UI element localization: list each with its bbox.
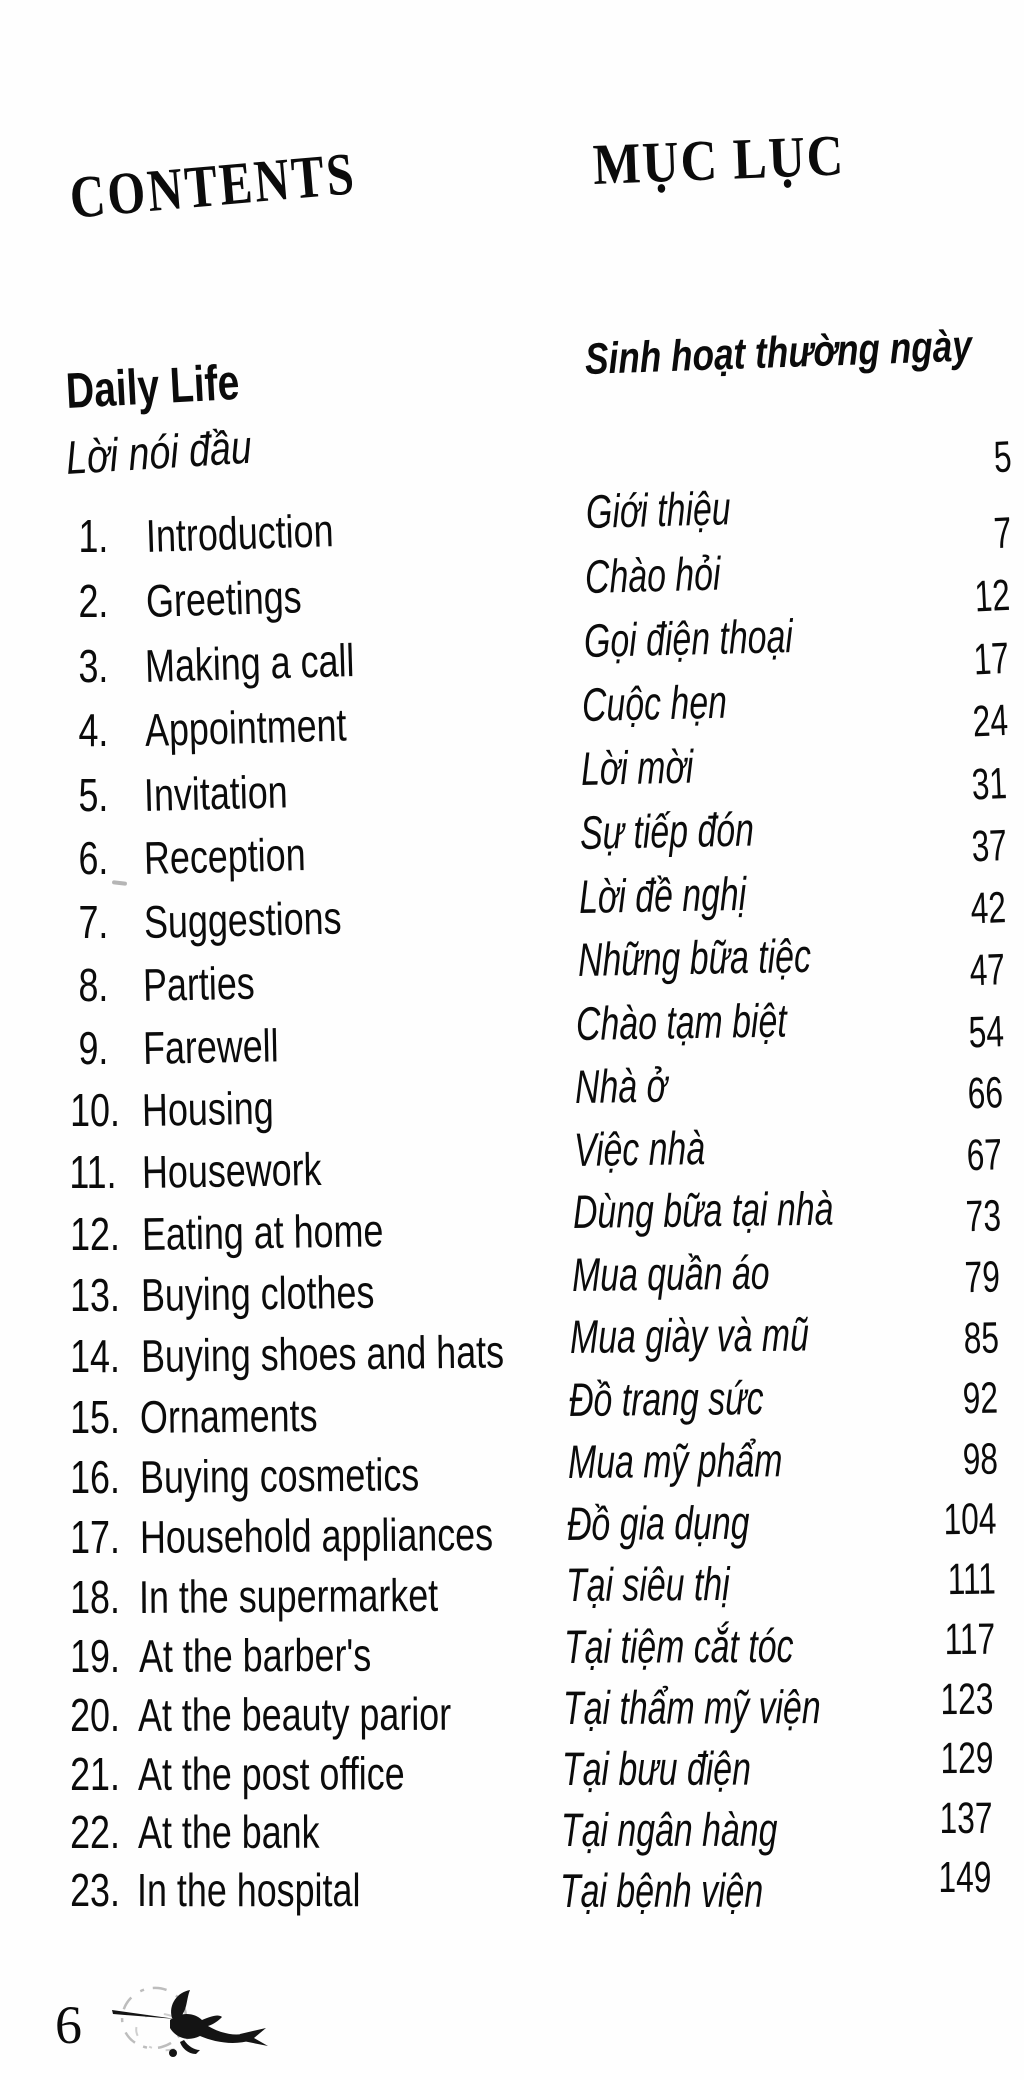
toc-row-page-number: 117 bbox=[944, 1614, 996, 1665]
foreword-label: Lời nói đầu bbox=[64, 419, 254, 484]
toc-row-title-english: Farewell bbox=[142, 1019, 279, 1074]
toc-row-page-number: 66 bbox=[966, 1068, 1004, 1119]
toc-row-title-vietnamese: Chào hỏi bbox=[584, 546, 721, 603]
toc-row-page-number: 79 bbox=[964, 1252, 1001, 1303]
toc-row-title-vietnamese: Tại thẩm mỹ viện bbox=[563, 1680, 821, 1735]
toc-row-number: 14. bbox=[70, 1330, 120, 1383]
toc-row-number: 4. bbox=[78, 704, 108, 757]
toc-row-title-vietnamese: Gọi điện thoại bbox=[582, 609, 793, 667]
toc-row-title-vietnamese: Nhà ở bbox=[574, 1058, 668, 1113]
toc-row-title-english: Suggestions bbox=[142, 891, 342, 948]
toc-row-page-number: 31 bbox=[971, 758, 1009, 810]
toc-row-title-english: Appointment bbox=[144, 699, 347, 757]
toc-row-title-english: Eating at home bbox=[141, 1204, 384, 1260]
toc-row-title-english: Making a call bbox=[144, 634, 356, 692]
toc-row-title-vietnamese: Dùng bữa tại nhà bbox=[572, 1182, 834, 1239]
toc-row-title-vietnamese: Mua giày và mũ bbox=[570, 1307, 810, 1364]
toc-row-page-number: 12 bbox=[973, 570, 1012, 622]
toc-row-page-number: 47 bbox=[968, 945, 1006, 996]
toc-row-page-number: 73 bbox=[965, 1191, 1002, 1242]
toc-row-title-english: Reception bbox=[143, 828, 307, 885]
toc-row-title-vietnamese: Lời mời bbox=[580, 739, 695, 796]
toc-row-number: 1. bbox=[78, 510, 108, 562]
toc-row-page-number: 24 bbox=[971, 696, 1010, 747]
toc-row-title-english: Ornaments bbox=[140, 1388, 319, 1443]
toc-row-number: 8. bbox=[78, 958, 108, 1011]
toc-row-number: 12. bbox=[70, 1207, 120, 1260]
toc-row-page-number: 123 bbox=[940, 1674, 995, 1724]
toc-row-title-vietnamese: Việc nhà bbox=[573, 1120, 706, 1176]
toc-row-number: 10. bbox=[70, 1084, 120, 1137]
toc-row-title-english: Invitation bbox=[143, 764, 289, 821]
toc-row-title-english: Parties bbox=[142, 956, 256, 1011]
toc-row-title-vietnamese: Sự tiếp đón bbox=[579, 802, 755, 860]
toc-row-page-number: 149 bbox=[938, 1852, 992, 1902]
toc-row-number: 21. bbox=[70, 1747, 120, 1800]
toc-row-number: 2. bbox=[78, 575, 108, 628]
toc-row-title-vietnamese: Đồ gia dụng bbox=[566, 1495, 750, 1550]
toc-row-page-number: 111 bbox=[947, 1554, 996, 1605]
toc-row-title-english: Buying cosmetics bbox=[139, 1448, 420, 1504]
toc-row-number: 23. bbox=[70, 1863, 120, 1916]
toc-row-number: 11. bbox=[69, 1146, 117, 1199]
toc-row-page-number: 54 bbox=[967, 1007, 1005, 1058]
toc-row-number: 13. bbox=[70, 1269, 120, 1322]
toc-row-number: 6. bbox=[78, 832, 108, 885]
toc-row-title-vietnamese: Chào tạm biệt bbox=[575, 993, 788, 1050]
toc-row-page-number: 42 bbox=[969, 883, 1007, 934]
toc-row-page-number: 85 bbox=[963, 1313, 1000, 1363]
toc-row-title-english: At the barber's bbox=[138, 1628, 372, 1683]
toc-row-title-english: Buying shoes and hats bbox=[140, 1325, 505, 1383]
toc-row-page-number: 17 bbox=[972, 633, 1011, 685]
foreword-page-number: 5 bbox=[992, 432, 1013, 483]
toc-row-number: 18. bbox=[70, 1570, 120, 1623]
toc-row-page-number: 137 bbox=[939, 1793, 993, 1843]
toc-row-title-english: In the hospital bbox=[137, 1863, 361, 1916]
toc-row-title-english: At the post office bbox=[137, 1747, 405, 1800]
toc-row-number: 15. bbox=[70, 1390, 120, 1443]
toc-row-title-vietnamese: Tại bưu điện bbox=[561, 1741, 751, 1796]
toc-row-title-vietnamese: Tại siêu thị bbox=[565, 1557, 730, 1612]
toc-row-title-vietnamese: Tại ngân hàng bbox=[560, 1802, 778, 1857]
toc-row-title-vietnamese: Tại tiệm cắt tóc bbox=[564, 1618, 794, 1673]
section-heading-english: Daily Life bbox=[64, 353, 241, 419]
page-title-english: CONTENTS bbox=[67, 140, 359, 231]
toc-row-page-number: 37 bbox=[970, 821, 1008, 872]
toc-row-page-number: 104 bbox=[943, 1494, 997, 1545]
toc-row-page-number: 129 bbox=[940, 1734, 994, 1784]
toc-row-title-english: In the supermarket bbox=[139, 1568, 439, 1623]
page-title-vietnamese: MỤC LỤC bbox=[591, 122, 846, 197]
toc-row-number: 22. bbox=[70, 1806, 120, 1859]
toc-row-number: 3. bbox=[78, 640, 108, 692]
toc-row-title-vietnamese: Mua quần áo bbox=[571, 1245, 770, 1302]
toc-row-title-english: Household appliances bbox=[139, 1508, 493, 1564]
toc-row-title-english: Introduction bbox=[145, 504, 335, 562]
toc-row-title-vietnamese: Lời đề nghị bbox=[578, 866, 747, 923]
bird-sketch-illustration bbox=[110, 1980, 270, 2064]
toc-row-title-english: At the bank bbox=[137, 1805, 320, 1859]
toc-row-page-number: 92 bbox=[962, 1373, 999, 1424]
toc-row-number: 20. bbox=[70, 1689, 120, 1742]
page-number-footer: 6 bbox=[55, 1995, 82, 2055]
toc-row-title-vietnamese: Đồ trang sức bbox=[568, 1370, 764, 1426]
toc-row-title-english: Buying clothes bbox=[140, 1265, 375, 1322]
toc-row-title-english: Housing bbox=[141, 1081, 275, 1137]
toc-row-title-vietnamese: Tại bệnh viện bbox=[559, 1863, 763, 1917]
toc-row-number: 5. bbox=[78, 768, 108, 821]
toc-row-title-english: At the beauty parior bbox=[138, 1687, 452, 1742]
toc-row-page-number: 98 bbox=[961, 1434, 998, 1484]
toc-row-number: 16. bbox=[70, 1451, 120, 1504]
section-heading-vietnamese: Sinh hoạt thường ngày bbox=[584, 321, 973, 384]
toc-row-title-vietnamese: Giới thiệu bbox=[585, 481, 732, 538]
toc-row-number: 17. bbox=[70, 1511, 120, 1564]
toc-row-page-number: 67 bbox=[966, 1129, 1003, 1180]
toc-row-number: 19. bbox=[70, 1630, 120, 1683]
toc-row-title-vietnamese: Cuộc hẹn bbox=[581, 674, 728, 732]
toc-row-title-english: Housework bbox=[141, 1143, 322, 1199]
toc-row-number: 7. bbox=[78, 895, 108, 948]
toc-row-number: 9. bbox=[78, 1021, 108, 1074]
toc-row-page-number: 7 bbox=[992, 508, 1013, 559]
toc-row-title-english: Greetings bbox=[144, 570, 302, 628]
toc-row-title-vietnamese: Mua mỹ phẩm bbox=[567, 1432, 783, 1488]
toc-row-title-vietnamese: Những bữa tiệc bbox=[577, 929, 811, 987]
scan-speck bbox=[112, 880, 127, 886]
